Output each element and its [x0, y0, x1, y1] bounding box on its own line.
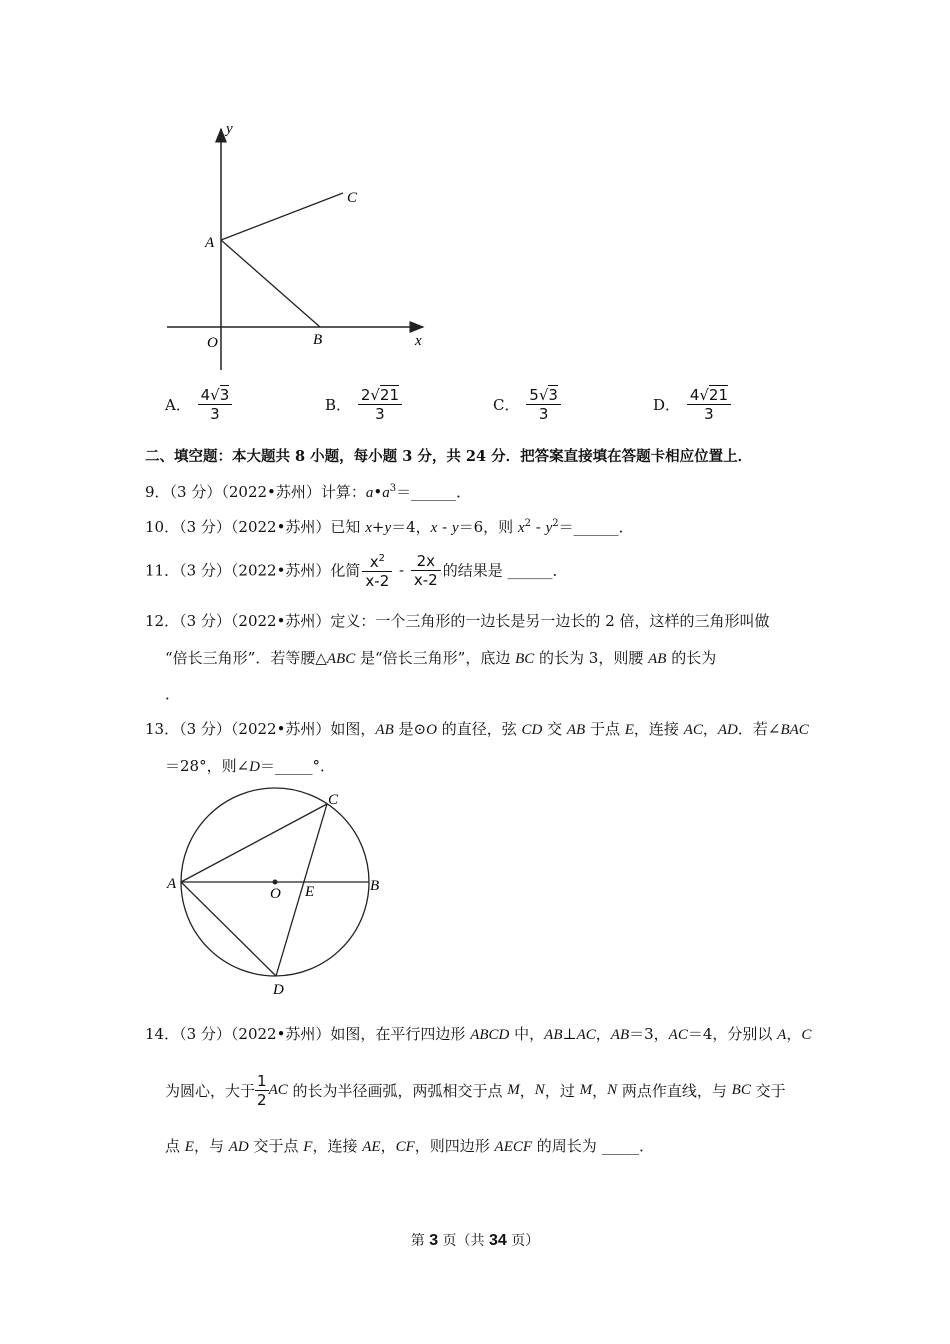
origin-label: O	[207, 335, 218, 351]
label-E: E	[305, 884, 315, 900]
question-13-line1: 13．（3 分）（2022•苏州）如图，AB 是⊙O 的直径，弦 CD 交 AB 于点 E，连接 AC，AD．若∠BAC	[145, 720, 809, 738]
page-number: 3	[429, 1232, 439, 1249]
question-14-line2: 为圆心，大于 $\frac{1}{2}$ AC 的长为半径画弧，两弧相交于点 M，N，过 M，N 两点作直线，与 BC 交于	[165, 1072, 786, 1109]
option-c: C． $\frac{5√3}{3}$	[493, 386, 563, 423]
x-label: x	[415, 333, 422, 349]
label-O: O	[270, 886, 281, 902]
label-D: D	[273, 982, 284, 998]
figure-coordinate	[155, 115, 445, 380]
segment-AC	[221, 193, 343, 240]
point-C-label: C	[347, 190, 358, 206]
section-heading: 二、填空题：本大题共 8 小题，每小题 3 分，共 24 分．把答案直接填在答题卡相应位置上．	[145, 448, 753, 465]
chord-AD	[181, 882, 276, 976]
option-b: B． $\frac{2√21}{3}$	[325, 386, 404, 423]
question-12-line1: 12．（3 分）（2022•苏州）定义：一个三角形的一边长是另一边长的 2 倍，这样的三角形叫做	[145, 612, 770, 630]
question-13-line2: ＝28°，则∠D＝_____°．	[165, 757, 336, 775]
question-12-line3: ．	[165, 685, 181, 703]
question-12-line2: “倍长三角形”．若等腰△ABC 是“倍长三角形”，底边 BC 的长为 3，则腰 AB 的长为	[165, 649, 717, 667]
question-14-line3: 点 E，与 AD 交于点 F，连接 AE，CF，则四边形 AECF 的周长为 _____．	[165, 1137, 655, 1155]
total-pages: 34	[489, 1232, 507, 1249]
option-d: D． $\frac{4√21}{3}$	[653, 386, 733, 423]
y-label: y	[226, 121, 233, 137]
point-B-label: B	[313, 332, 323, 348]
label-A: A	[167, 876, 177, 892]
question-11: 11．（3 分）（2022•苏州）化简 $\frac{x^2}{x-2}$ - $\frac{2x}{x-2}$ 的结果是 ______．	[145, 551, 568, 590]
page-footer: 第 3 页（共 34 页）	[410, 1232, 540, 1249]
point-A-label: A	[205, 235, 215, 251]
question-9: 9．（3 分）（2022•苏州）计算：$a•a^3=\_\_\_\_\_\_$．	[145, 483, 472, 501]
label-B: B	[370, 878, 380, 894]
option-a: A． $\frac{4√3}{3}$	[165, 386, 234, 423]
figure-circle	[160, 780, 390, 1000]
center-dot	[273, 880, 278, 885]
chord-CD	[276, 804, 327, 976]
label-C: C	[328, 792, 339, 808]
question-14-line1: 14．（3 分）（2022•苏州）如图，在平行四边形 ABCD 中，AB⊥AC，AB＝3，AC＝4，分别以 A，C	[145, 1025, 812, 1043]
chord-AC	[181, 804, 327, 882]
question-10: 10．（3 分）（2022•苏州）已知 x+y＝4，x - y＝6，则 $x^2$ - $y^2=\_\_\_\_\_\_$．	[145, 518, 634, 536]
segment-AB	[221, 240, 320, 327]
